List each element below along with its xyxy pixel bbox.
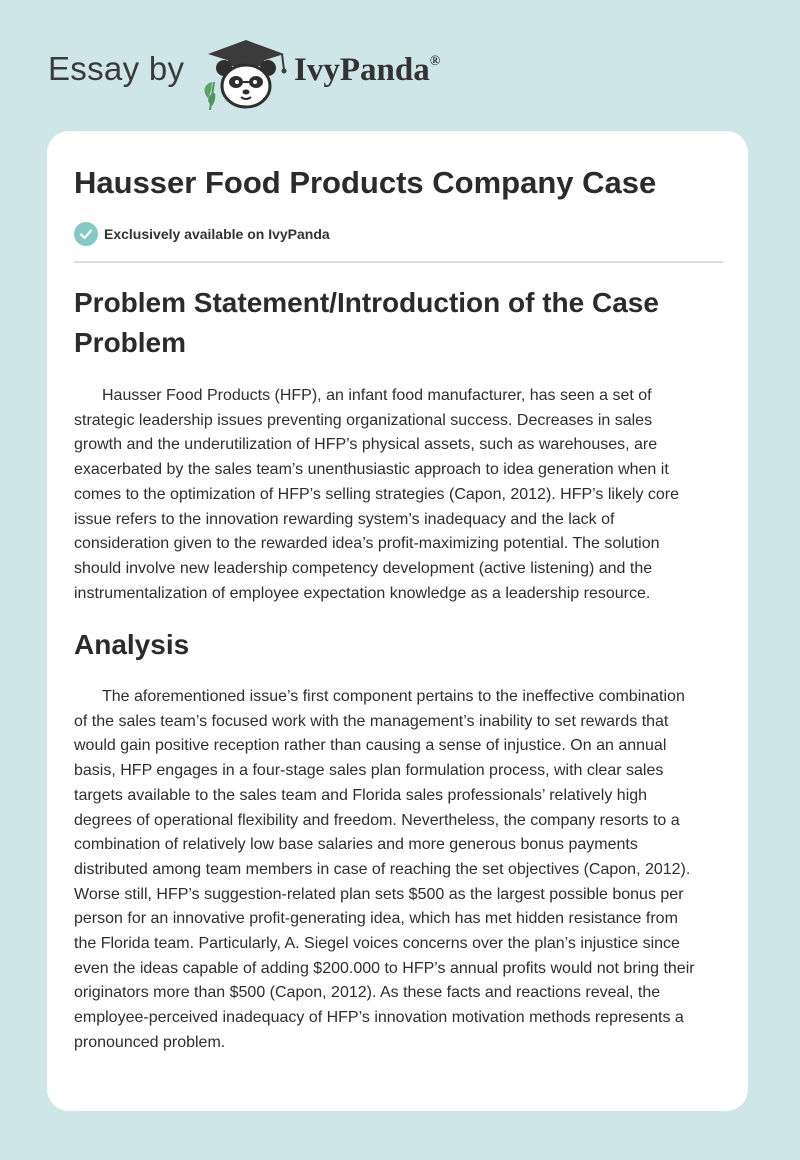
page-title: Hausser Food Products Company Case: [74, 165, 657, 200]
brand-name[interactable]: IvyPanda®: [294, 52, 441, 88]
essay-by-label: Essay by: [48, 50, 185, 87]
section-heading-analysis: Analysis: [74, 629, 190, 660]
essay-card: [47, 131, 748, 1111]
site-header: [0, 0, 800, 120]
section-heading-problem: Problem Statement/Introduction of the Case Problem: [74, 287, 659, 358]
section-paragraph-problem: Hausser Food Products (HFP), an infant food manufacturer, has seen a set of strategic leadership issues preventing organizational success. Decreases in sales growth and the underutilization of HFP’s physical assets, such as warehouses, are exacerbated by the sales team’s unenthusiastic approach to idea generation when it comes to the optimization of HFP’s selling strategies (Capon, 2012). HFP’s likely core issue refers to the innovation rewarding system’s inadequacy and the lack of consideration given to the rewarded idea’s profit-maximizing potential. The solution should involve new leadership competency development (active listening) and the instrumentalization of employee expectation knowledge as a leadership resource.: [74, 387, 680, 602]
section-paragraph-analysis: The aforementioned issue’s first component pertains to the ineffective combination of the sales team’s focused work with the management’s inability to set rewards that would gain positive reception rather than causing a sense of injustice. On an annual basis, HFP engages in a four-stage sales plan formulation process, with clear sales targets available to the sales team and Florida sales professionals’ relatively high degrees of operational flexibility and freedom. Nevertheless, the company resorts to a combination of relatively low base salaries and more generous bonus payments distributed among team members in case of reaching the set objectives (Capon, 2012). Worse still, HFP’s suggestion-related plan sets $500 as the largest possible bonus per person for an innovative profit-generating idea, which has met hidden resistance from the Florida team. Particularly, A. Siegel voices concerns over the plan’s injustice since even the ideas capable of adding $200.000 to HFP’s annual profits would not bring their originators more than $500 (Capon, 2012). As these facts and reactions reveal, the employee-perceived inadequacy of HFP’s innovation motivation methods represents a pronounced problem.: [74, 688, 695, 1051]
panda-logo-icon[interactable]: [198, 36, 294, 110]
availability-badge: [74, 221, 330, 247]
check-icon: [74, 222, 98, 246]
trademark-symbol: ®: [429, 54, 441, 69]
badge-label: Exclusively available on IvyPanda: [104, 226, 330, 242]
divider: [74, 261, 723, 263]
